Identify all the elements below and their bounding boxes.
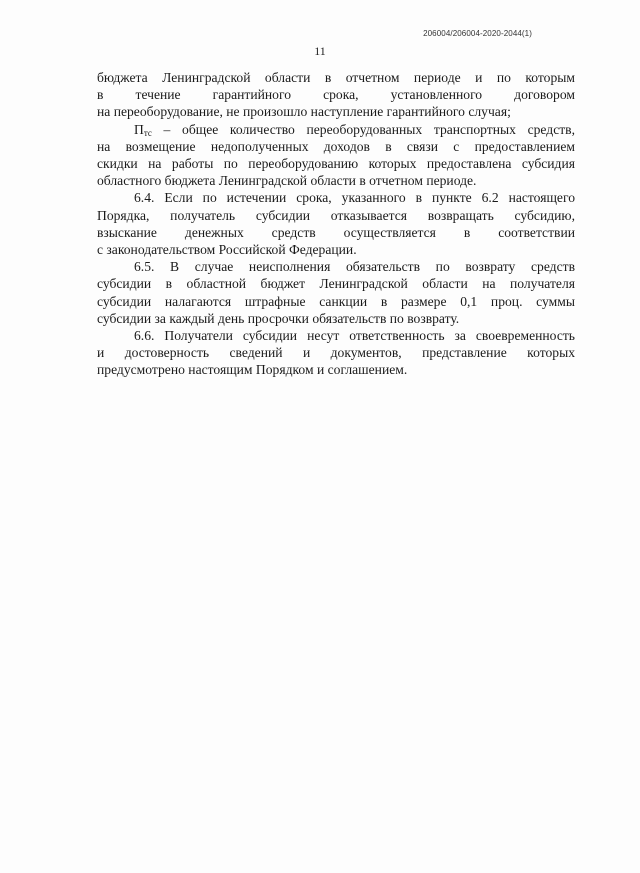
- text-line: предусмотрено настоящим Порядком и соглашением.: [97, 362, 408, 378]
- text-line: субсидии за каждый день просрочки обязательств по возврату.: [97, 310, 460, 326]
- text-line: областного бюджета Ленинградской области в отчетном периоде.: [97, 173, 477, 189]
- text-line: субсидии в областной бюджет Ленинградской области на получателя: [97, 276, 575, 292]
- text-line: 6.4. Если по истечении срока, указанного в пункте 6.2 настоящего: [134, 190, 575, 206]
- text-line: 6.6. Получатели субсидии несут ответственность за своевременность: [134, 328, 575, 344]
- formula-definition: – общее количество переоборудованных транспортных средств,: [151, 121, 575, 137]
- text-line: на возмещение недополученных доходов в связи с предоставлением: [97, 138, 575, 154]
- text-line: взыскание денежных средств осуществляется в соответствии: [97, 224, 575, 240]
- text-line: с законодательством Российской Федерации.: [97, 242, 357, 258]
- text-line: скидки на работы по переоборудованию которых предоставлена субсидия: [97, 156, 575, 172]
- text-line: на переоборудование, не произошло наступление гарантийного случая;: [97, 104, 511, 120]
- text-line: субсидии налагаются штрафные санкции в размере 0,1 проц. суммы: [97, 293, 575, 309]
- formula-symbol: П: [134, 121, 144, 137]
- body-text: [97, 69, 575, 379]
- text-line: [97, 121, 575, 138]
- page-number: 11: [314, 44, 326, 58]
- text-line: Порядка, получатель субсидии отказывается возвращать субсидию,: [97, 207, 575, 223]
- text-line: 6.5. В случае неисполнения обязательств по возврату средств: [134, 259, 575, 275]
- document-id: 206004/206004-2020-2044(1): [423, 29, 532, 38]
- formula-subscript: тс: [143, 127, 152, 138]
- text-line: и достоверность сведений и документов, представление которых: [97, 345, 575, 361]
- text-line: в течение гарантийного срока, установленного договором: [97, 87, 575, 103]
- text-line: бюджета Ленинградской области в отчетном периоде и по которым: [97, 70, 575, 85]
